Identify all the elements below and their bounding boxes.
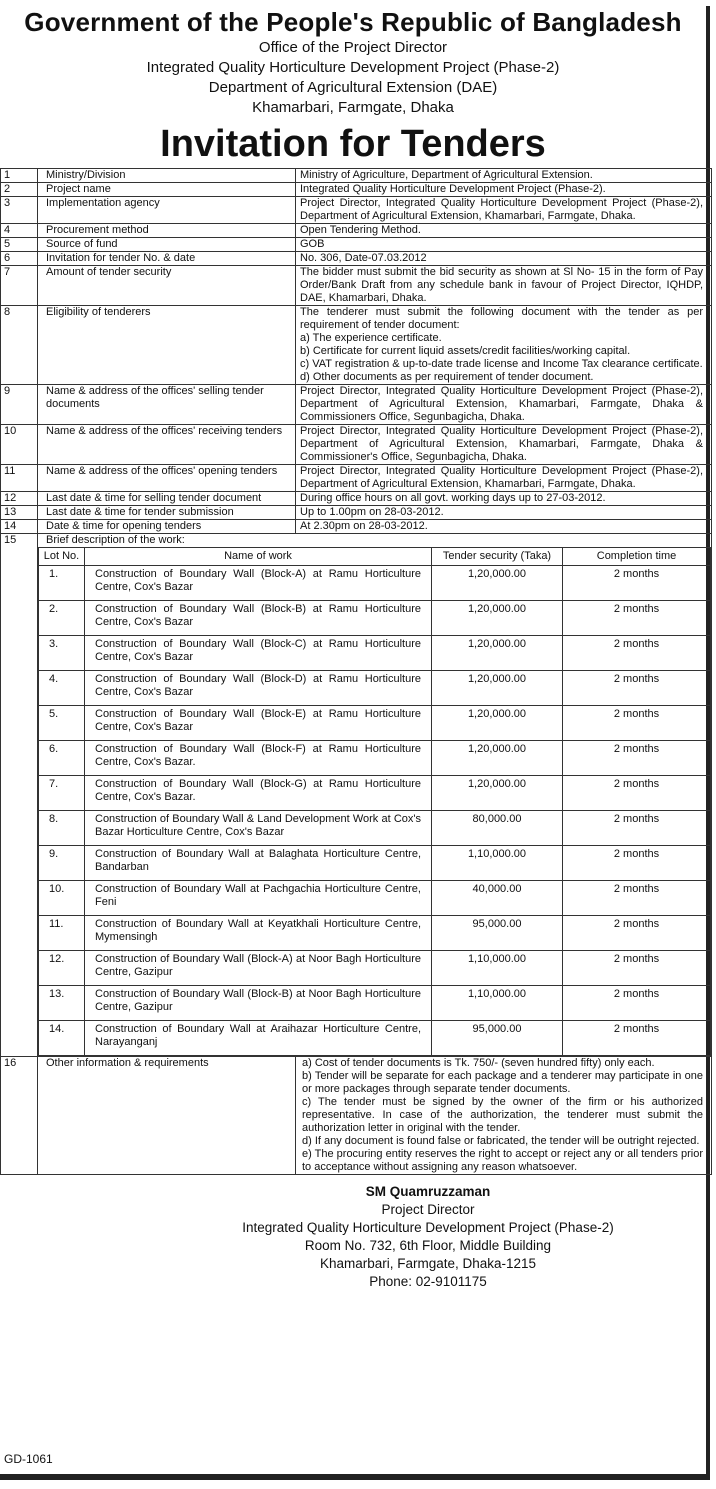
row-number: 14 — [1, 520, 38, 534]
row-number: 6 — [1, 252, 38, 266]
work-name: Construction of Boundary Wall & Land Development Work at Cox's Bazar Horticulture Centre, Cox's Bazar — [85, 811, 432, 846]
signatory-name: SM Quamruzzaman — [365, 1184, 491, 1199]
row-value-text: Project Director, Integrated Quality Horticulture Development Project (Phase-2), Department of Agricultural Extension, Khamarbari, Farmgate, Dhaka. — [300, 197, 703, 222]
row-value-text: No. 306, Date-07.03.2012 — [300, 252, 427, 264]
row-value-text: Open Tendering Method. — [300, 224, 421, 236]
lot-number: 6. — [39, 741, 85, 776]
row-number: 11 — [1, 465, 38, 492]
completion-time: 2 months — [563, 566, 711, 601]
signature-block — [0, 1183, 706, 1291]
tender-notice — [0, 6, 710, 1480]
lot-header: Lot No. — [39, 548, 85, 566]
completion-header: Completion time — [563, 548, 711, 566]
address-line: Khamarbari, Farmgate, Dhaka — [252, 99, 454, 116]
info-row — [1, 224, 712, 238]
work-row — [39, 1021, 711, 1056]
work-row — [39, 706, 711, 741]
work-row — [39, 636, 711, 671]
lot-number: 11. — [39, 916, 85, 951]
row-label: Other information & requirements — [38, 1057, 296, 1175]
work-row — [39, 741, 711, 776]
row-label: Implementation agency — [38, 197, 296, 224]
signatory-project: Integrated Quality Horticulture Development Project (Phase-2) — [242, 1220, 614, 1235]
completion-time: 2 months — [563, 951, 711, 986]
lot-number: 3. — [39, 636, 85, 671]
tender-security: 1,20,000.00 — [432, 706, 563, 741]
row-number: 16 — [1, 1057, 38, 1175]
row-value — [296, 238, 712, 252]
other-info-item: c) The tender must be signed by the owner of the firm or his authorized representative. In case of the authorization, the tenderer must submit the authorization letter in original with the tender. — [302, 1096, 703, 1134]
row-value-text: The bidder must submit the bid security as shown at Sl No- 15 in the form of Pay Order/Bank Draft from any schedule bank in favour of Project Director, IQHDP, DAE, Khamarbari, Dhaka. — [300, 266, 703, 304]
work-row — [39, 986, 711, 1021]
work-name: Construction of Boundary Wall (Block-B) at Noor Bagh Horticulture Centre, Gazipur — [85, 986, 432, 1021]
lot-number: 2. — [39, 601, 85, 636]
work-row — [39, 601, 711, 636]
lot-number: 10. — [39, 881, 85, 916]
completion-time: 2 months — [563, 636, 711, 671]
row-value — [296, 465, 712, 492]
info-row — [1, 197, 712, 224]
work-name: Construction of Boundary Wall at Keyatkhali Horticulture Centre, Mymensingh — [85, 916, 432, 951]
row-value — [296, 306, 712, 385]
name-header: Name of work — [85, 548, 432, 566]
tender-security: 1,20,000.00 — [432, 566, 563, 601]
row-value-text: At 2.30pm on 28-03-2012. — [300, 520, 428, 532]
completion-time: 2 months — [563, 916, 711, 951]
row-value — [296, 520, 712, 534]
work-row — [39, 881, 711, 916]
completion-time: 2 months — [563, 776, 711, 811]
eligibility-item: d) Other documents as per requirement of tender document. — [300, 371, 594, 383]
info-row — [1, 306, 712, 385]
row-value — [296, 183, 712, 197]
department-line: Department of Agricultural Extension (DAE) — [208, 79, 498, 96]
row-label: Date & time for opening tenders — [38, 520, 296, 534]
work-row — [39, 811, 711, 846]
eligibility-item: b) Certificate for current liquid assets/credit facilities/working capital. — [300, 345, 631, 357]
work-name: Construction of Boundary Wall (Block-A) at Ramu Horticulture Centre, Cox's Bazar — [85, 566, 432, 601]
security-header: Tender security (Taka) — [432, 548, 563, 566]
notice-title: Invitation for Tenders — [160, 123, 546, 165]
tender-security: 1,10,000.00 — [432, 951, 563, 986]
work-name: Construction of Boundary Wall at Pachgachia Horticulture Centre, Feni — [85, 881, 432, 916]
work-table — [38, 547, 711, 1056]
eligibility-item: c) VAT registration & up-to-date trade license and Income Tax clearance certificate. — [300, 358, 703, 370]
tender-security: 80,000.00 — [432, 811, 563, 846]
info-row — [1, 425, 712, 465]
work-name: Construction of Boundary Wall (Block-C) at Ramu Horticulture Centre, Cox's Bazar — [85, 636, 432, 671]
row-value-text: Project Director, Integrated Quality Horticulture Development Project (Phase-2), Department of Agricultural Extension, Khamarbari, Farmgate, Dhaka. — [300, 465, 703, 490]
completion-time: 2 months — [563, 986, 711, 1021]
row-value — [296, 385, 712, 425]
other-info-item: d) If any document is found false or fabricated, the tender will be outright rejected. — [302, 1135, 700, 1147]
row-value — [296, 506, 712, 520]
row-value — [296, 492, 712, 506]
row-value — [296, 224, 712, 238]
row-value-text: Integrated Quality Horticulture Development Project (Phase-2). — [300, 183, 606, 195]
completion-time: 2 months — [563, 601, 711, 636]
info-row — [1, 252, 712, 266]
work-description-row — [1, 534, 712, 1057]
row-label: Name & address of the offices' selling tender documents — [38, 385, 296, 425]
lot-number: 7. — [39, 776, 85, 811]
row-label: Brief description of the work: — [46, 534, 185, 546]
government-title: Government of the People's Republic of Bangladesh — [24, 7, 682, 37]
work-name: Construction of Boundary Wall (Block-A) at Noor Bagh Horticulture Centre, Gazipur — [85, 951, 432, 986]
lot-number: 8. — [39, 811, 85, 846]
header — [0, 6, 706, 168]
other-info-item: a) Cost of tender documents is Tk. 750/- (seven hundred fifty) only each. — [302, 1057, 655, 1069]
info-row — [1, 385, 712, 425]
row-number: 13 — [1, 506, 38, 520]
row-value-text: Up to 1.00pm on 28-03-2012. — [300, 506, 444, 518]
signatory-address: Khamarbari, Farmgate, Dhaka-1215 — [319, 1256, 537, 1271]
row-value-text: GOB — [300, 238, 325, 250]
eligibility-item: a) The experience certificate. — [300, 332, 442, 344]
completion-time: 2 months — [563, 846, 711, 881]
row-number: 2 — [1, 183, 38, 197]
row-label: Last date & time for selling tender document — [38, 492, 296, 506]
row-label: Name & address of the offices' receiving tenders — [38, 425, 296, 465]
row-number: 10 — [1, 425, 38, 465]
lot-number: 12. — [39, 951, 85, 986]
row-value — [296, 169, 712, 183]
office-line: Office of the Project Director — [258, 39, 448, 56]
other-info-list — [296, 1057, 712, 1175]
completion-time: 2 months — [563, 811, 711, 846]
project-line: Integrated Quality Horticulture Development Project (Phase-2) — [146, 59, 560, 76]
notice-code: GD-1061 — [4, 1452, 53, 1466]
completion-time: 2 months — [563, 1021, 711, 1056]
row-number: 15 — [1, 534, 38, 1057]
info-row — [1, 465, 712, 492]
completion-time: 2 months — [563, 741, 711, 776]
row-value-text: During office hours on all govt. working days up to 27-03-2012. — [300, 492, 606, 504]
work-name: Construction of Boundary Wall at Araihazar Horticulture Centre, Narayanganj — [85, 1021, 432, 1056]
info-row — [1, 169, 712, 183]
work-name: Construction of Boundary Wall (Block-F) at Ramu Horticulture Centre, Cox's Bazar. — [85, 741, 432, 776]
info-row — [1, 506, 712, 520]
row-label: Project name — [38, 183, 296, 197]
row-value — [296, 425, 712, 465]
info-row — [1, 238, 712, 252]
signatory-phone: Phone: 02-9101175 — [369, 1274, 487, 1289]
completion-time: 2 months — [563, 881, 711, 916]
tender-security: 1,20,000.00 — [432, 741, 563, 776]
row-label: Eligibility of tenderers — [38, 306, 296, 385]
tender-security: 1,20,000.00 — [432, 601, 563, 636]
completion-time: 2 months — [563, 706, 711, 741]
row-number: 4 — [1, 224, 38, 238]
tender-security: 95,000.00 — [432, 916, 563, 951]
tender-security: 40,000.00 — [432, 881, 563, 916]
row-number: 8 — [1, 306, 38, 385]
row-label: Name & address of the offices' opening tenders — [38, 465, 296, 492]
work-row — [39, 671, 711, 706]
work-name: Construction of Boundary Wall (Block-G) at Ramu Horticulture Centre, Cox's Bazar. — [85, 776, 432, 811]
row-value-text: Ministry of Agriculture, Department of Agricultural Extension. — [300, 169, 593, 181]
work-name: Construction of Boundary Wall at Balaghata Horticulture Centre, Bandarban — [85, 846, 432, 881]
other-info-item: e) The procuring entity reserves the right to accept or reject any or all tenders prior to acceptance without assigning any reason whatsoever. — [302, 1148, 703, 1173]
row-number: 1 — [1, 169, 38, 183]
row-label: Last date & time for tender submission — [38, 506, 296, 520]
lot-number: 5. — [39, 706, 85, 741]
row-label: Invitation for tender No. & date — [38, 252, 296, 266]
row-label: Ministry/Division — [38, 169, 296, 183]
other-info-item: b) Tender will be separate for each package and a tenderer may participate in one or more packages through separate tender documents. — [302, 1070, 703, 1095]
tender-table — [0, 168, 712, 1175]
signatory-room: Room No. 732, 6th Floor, Middle Building — [304, 1238, 552, 1253]
row-number: 7 — [1, 266, 38, 306]
work-header-row — [39, 548, 711, 566]
tender-security: 1,10,000.00 — [432, 986, 563, 1021]
tender-security: 1,10,000.00 — [432, 846, 563, 881]
signatory-title: Project Director — [381, 1202, 475, 1217]
other-info-row — [1, 1057, 712, 1175]
work-row — [39, 916, 711, 951]
row-number: 5 — [1, 238, 38, 252]
info-row — [1, 266, 712, 306]
lot-number: 4. — [39, 671, 85, 706]
work-row — [39, 951, 711, 986]
row-label: Procurement method — [38, 224, 296, 238]
row-value — [296, 252, 712, 266]
lot-number: 1. — [39, 566, 85, 601]
lot-number: 14. — [39, 1021, 85, 1056]
work-row — [39, 566, 711, 601]
work-row — [39, 776, 711, 811]
info-row — [1, 183, 712, 197]
row-label: Amount of tender security — [38, 266, 296, 306]
row-number: 3 — [1, 197, 38, 224]
row-value — [296, 266, 712, 306]
info-row — [1, 520, 712, 534]
work-row — [39, 846, 711, 881]
lot-number: 9. — [39, 846, 85, 881]
info-row — [1, 492, 712, 506]
work-name: Construction of Boundary Wall (Block-B) at Ramu Horticulture Centre, Cox's Bazar — [85, 601, 432, 636]
row-value-text: Project Director, Integrated Quality Horticulture Development Project (Phase-2), Department of Agricultural Extension, Khamarbari, Farmgate, Dhaka & Commissioner's Office, Segunbagicha, Dhaka. — [300, 425, 703, 463]
row-value — [296, 197, 712, 224]
tender-security: 1,20,000.00 — [432, 636, 563, 671]
row-number: 9 — [1, 385, 38, 425]
tender-security: 1,20,000.00 — [432, 776, 563, 811]
row-label: Source of fund — [38, 238, 296, 252]
work-description-cell — [38, 534, 712, 1057]
tender-security: 1,20,000.00 — [432, 671, 563, 706]
work-name: Construction of Boundary Wall (Block-E) at Ramu Horticulture Centre, Cox's Bazar — [85, 706, 432, 741]
work-name: Construction of Boundary Wall (Block-D) at Ramu Horticulture Centre, Cox's Bazar — [85, 671, 432, 706]
row-number: 12 — [1, 492, 38, 506]
row-value-text: The tenderer must submit the following document with the tender as per requirement of tender document: — [300, 306, 703, 331]
lot-number: 13. — [39, 986, 85, 1021]
tender-security: 95,000.00 — [432, 1021, 563, 1056]
row-value-text: Project Director, Integrated Quality Horticulture Development Project (Phase-2), Department of Agricultural Extension, Khamarbari, Farmgate, Dhaka & Commissioners Office, Segunbagicha, Dhaka. — [300, 385, 703, 423]
completion-time: 2 months — [563, 671, 711, 706]
